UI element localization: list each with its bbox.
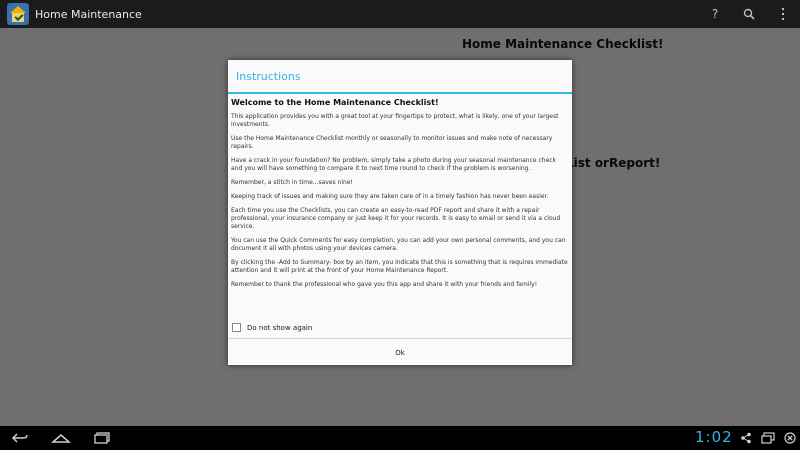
do-not-show-again-checkbox[interactable] — [232, 323, 241, 332]
action-bar — [0, 0, 800, 28]
dialog-paragraph: Use the Home Maintenance Checklist monthly or seasonally to monitor issues and make note of necessary repairs. — [231, 135, 553, 150]
clock[interactable]: 1:02 — [695, 428, 733, 446]
ok-button[interactable]: Ok — [395, 348, 405, 357]
instructions-dialog — [228, 60, 572, 365]
app-logo-icon[interactable] — [7, 3, 29, 25]
dialog-paragraph: Each time you use the Checklists, you can create an easy-to-read PDF report and share it with a repair professional, your insurance company or just keep it for your records. It is easy to email or send it via a cloud service. — [231, 207, 561, 230]
app-title: Home Maintenance — [35, 7, 142, 21]
screenshot-icon[interactable] — [760, 426, 776, 450]
do-not-show-again-label[interactable]: Do not show again — [247, 323, 313, 332]
recent-apps-icon[interactable] — [90, 426, 114, 450]
dialog-footer — [228, 338, 572, 366]
dialog-paragraph: This application provides you with a great tool at your fingertips to protect, what is likely, one of your largest investments. — [231, 113, 559, 128]
dialog-paragraph: Remember to thank the professional who gave you this app and share it with your friends and family! — [231, 281, 538, 288]
dialog-header — [228, 60, 572, 94]
dialog-body[interactable] — [228, 94, 572, 330]
close-icon[interactable] — [782, 426, 798, 450]
search-icon[interactable] — [732, 0, 766, 28]
dialog-paragraph: Have a crack in your foundation? No problem, simply take a photo during your seasonal maintenance check and you will have something to compare it to next time round to check if the problem is worsening. — [231, 157, 557, 172]
help-icon[interactable]: ? — [711, 7, 719, 21]
dialog-paragraph: Remember, a stitch in time...saves nine! — [231, 179, 353, 186]
dialog-paragraph: By clicking the -Add to Summary- box by an item, you indicate that this is something that is requires immediate attention and it will print at the front of your Home Maintenance Report. — [231, 259, 568, 274]
dialog-title: Instructions — [236, 69, 301, 83]
do-not-show-again-row[interactable] — [232, 323, 312, 332]
navigation-bar — [0, 426, 800, 450]
home-icon[interactable] — [48, 426, 74, 450]
overflow-menu-icon[interactable] — [766, 0, 800, 28]
share-icon[interactable] — [738, 426, 754, 450]
dialog-paragraph: You can use the Quick Comments for easy completion, you can add your own personal comments, and you can document it all with photos using your devices camera. — [231, 237, 566, 252]
dialog-paragraph: Keeping track of issues and making sure they are taken care of in a timely fashion has never been easier. — [231, 193, 549, 200]
dialog-heading: Welcome to the Home Maintenance Checklist! — [231, 98, 439, 107]
back-icon[interactable] — [8, 426, 32, 450]
